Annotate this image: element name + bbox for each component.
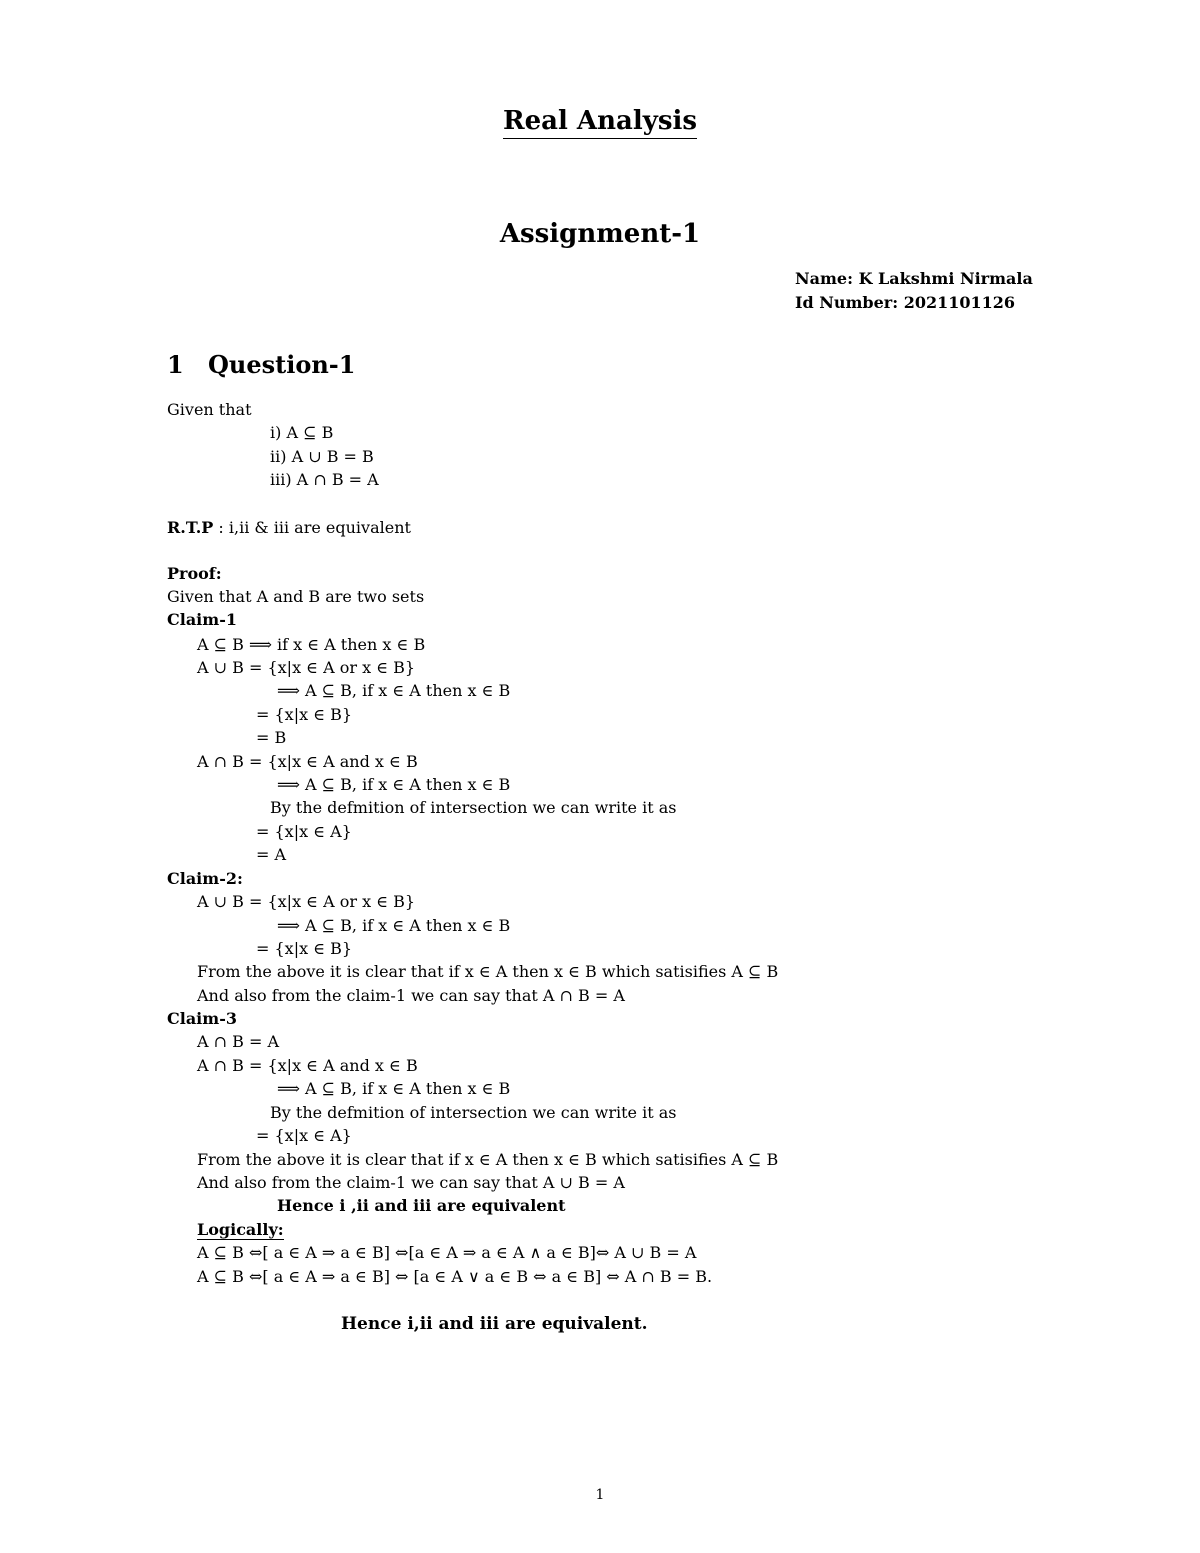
claim-3-line: By the defmition of intersection we can write it as (270, 1103, 677, 1122)
claim-1-heading: Claim-1 (167, 610, 237, 629)
claim-1-line: = B (256, 728, 287, 747)
claim-2-line: From the above it is clear that if x ∈ A then x ∈ B which satisifies A ⊆ B (197, 962, 779, 981)
claim-1-line: A ⊆ B ⟹ if x ∈ A then x ∈ B (197, 635, 426, 654)
claim-1-line: A ∩ B = {x|x ∈ A and x ∈ B (197, 752, 418, 771)
claim-3-line: = {x|x ∈ A} (256, 1126, 352, 1145)
final-conclusion: Hence i,ii and iii are equivalent. (341, 1314, 648, 1334)
conclusion-1: Hence i ,ii and iii are equivalent (277, 1196, 566, 1215)
claim-3-line: ⟹ A ⊆ B, if x ∈ A then x ∈ B (277, 1079, 511, 1098)
given-text: Given that (167, 400, 252, 419)
claim-3-line: And also from the claim-1 we can say that A ∪ B = A (197, 1173, 625, 1192)
rtp-line (167, 518, 411, 538)
document-title: Real Analysis (0, 106, 1200, 136)
claim-3-line: From the above it is clear that if x ∈ A then x ∈ B which satisifies A ⊆ B (197, 1150, 779, 1169)
claim-1-line: By the defmition of intersection we can write it as (270, 798, 677, 817)
claim-2-heading: Claim-2: (167, 869, 243, 888)
claim-1-line: = A (256, 845, 287, 864)
section-title: Question-1 (208, 350, 356, 379)
logical-equivalence-1: A ⊆ B ⇔[ a ∈ A ⇒ a ∈ B] ⇔[a ∈ A ⇒ a ∈ A ∧ a ∈ B]⇔ A ∪ B = A (197, 1243, 697, 1262)
claim-2-line: ⟹ A ⊆ B, if x ∈ A then x ∈ B (277, 916, 511, 935)
logically-heading: Logically: (197, 1220, 284, 1239)
claim-2-line: And also from the claim-1 we can say that A ∩ B = A (197, 986, 625, 1005)
claim-3-heading: Claim-3 (167, 1009, 237, 1028)
given-item-1: i) A ⊆ B (270, 423, 334, 442)
claim-1-line: ⟹ A ⊆ B, if x ∈ A then x ∈ B (277, 775, 511, 794)
author-name: Name: K Lakshmi Nirmala (795, 269, 1033, 288)
claim-1-line: = {x|x ∈ B} (256, 705, 353, 724)
claim-2-line: A ∪ B = {x|x ∈ A or x ∈ B} (197, 892, 416, 911)
given-item-2: ii) A ∪ B = B (270, 447, 374, 466)
claim-3-line: A ∩ B = A (197, 1032, 280, 1051)
claim-3-line: A ∩ B = {x|x ∈ A and x ∈ B (197, 1056, 418, 1075)
proof-intro: Given that A and B are two sets (167, 587, 425, 606)
id-number: Id Number: 2021101126 (795, 293, 1016, 312)
rtp-label: R.T.P (167, 518, 214, 537)
document-subtitle: Assignment-1 (499, 219, 701, 249)
section-number: 1 (167, 350, 184, 379)
claim-1-line: = {x|x ∈ A} (256, 822, 352, 841)
logical-equivalence-2: A ⊆ B ⇔[ a ∈ A ⇒ a ∈ B] ⇔ [a ∈ A ∨ a ∈ B ⇔ a ∈ B] ⇔ A ∩ B = B. (197, 1267, 713, 1286)
given-item-3: iii) A ∩ B = A (270, 470, 379, 489)
rtp-text: : i,ii & iii are equivalent (213, 518, 411, 537)
proof-heading: Proof: (167, 564, 222, 583)
claim-1-line: ⟹ A ⊆ B, if x ∈ A then x ∈ B (277, 681, 511, 700)
claim-2-line: = {x|x ∈ B} (256, 939, 353, 958)
claim-1-line: A ∪ B = {x|x ∈ A or x ∈ B} (197, 658, 416, 677)
page-number: 1 (595, 1487, 605, 1503)
